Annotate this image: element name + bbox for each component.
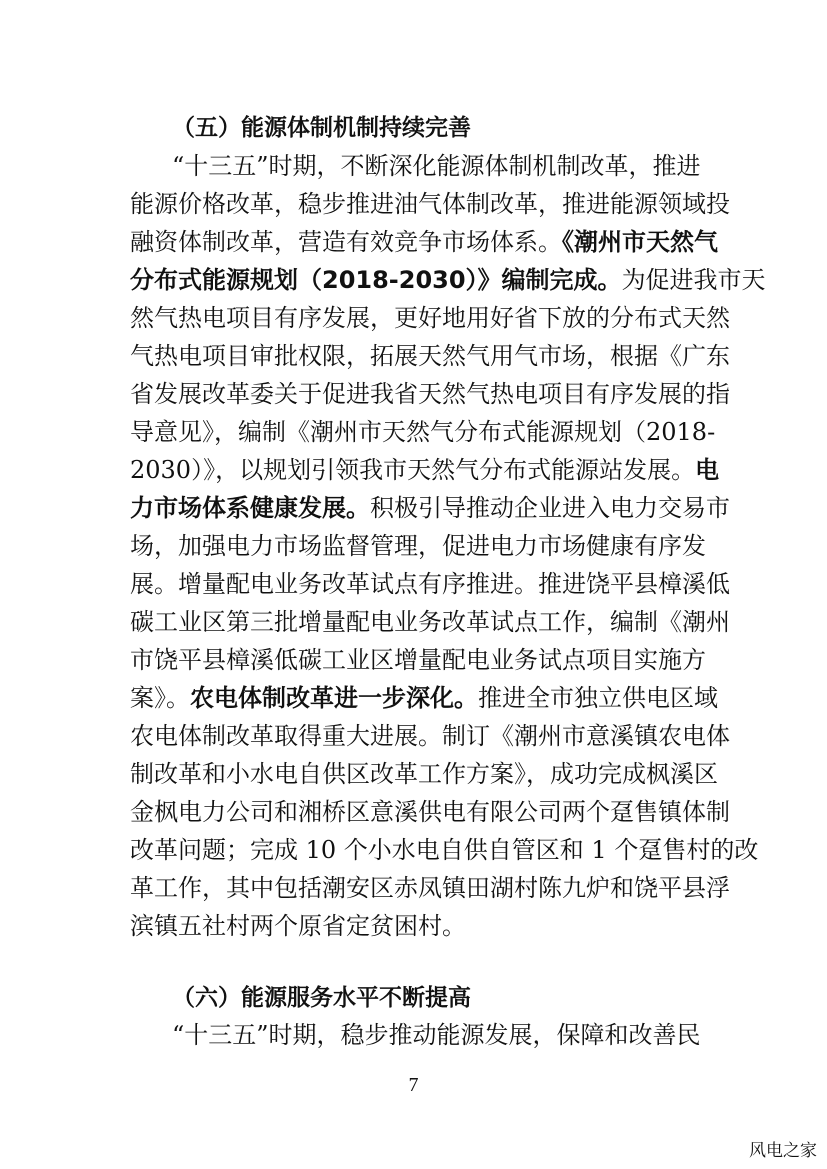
text-run: 革工作，其中包括潮安区赤凤镇田湖村陈九炉和饶平县浮 <box>130 874 730 902</box>
text-run: 气热电项目审批权限，拓展天然气用气市场，根据《广东 <box>130 342 730 370</box>
text-run: 制改革和小水电自供区改革工作方案》，成功完成枫溪区 <box>130 760 718 788</box>
body-line <box>130 794 730 830</box>
text-run: 能源价格改革，稳步推进油气体制改革，推进能源领域投 <box>130 190 730 218</box>
text-run: 场，加强电力市场监督管理，促进电力市场健康有序发 <box>130 532 706 560</box>
body-line <box>130 680 718 716</box>
body-line <box>130 452 720 488</box>
text-run: 积极引导推动企业进入电力交易市 <box>370 494 730 522</box>
text-run: “十三五”时期，不断深化能源体制机制改革，推进 <box>172 152 701 180</box>
text-run: “十三五”时期，稳步推动能源发展，保障和改善民 <box>172 1021 701 1049</box>
text-run: 展。增量配电业务改革试点有序推进。推进饶平县樟溪低 <box>130 570 730 598</box>
text-run: 融资体制改革，营造有效竞争市场体系。 <box>130 228 562 256</box>
body-line <box>130 756 718 792</box>
bold-phrase: 力市场体系健康发展。 <box>130 494 370 522</box>
body-line <box>130 376 730 412</box>
bold-phrase: 《潮州市天然气 <box>562 228 718 256</box>
bold-phrase: 分布式能源规划（2018-2030）》编制完成。 <box>130 266 622 294</box>
body-line <box>130 566 730 602</box>
body-line <box>130 490 730 526</box>
body-line <box>130 186 730 222</box>
body-line <box>130 300 730 336</box>
text-run: 农电体制改革取得重大进展。制订《潮州市意溪镇农电体 <box>130 722 730 750</box>
bold-phrase: 电 <box>695 456 720 484</box>
body-line <box>172 148 700 184</box>
body-line <box>130 604 730 640</box>
body-line <box>130 832 759 868</box>
text-run: 改革问题；完成 10 个小水电自供自管区和 1 个趸售村的改 <box>130 836 759 864</box>
body-line <box>130 414 716 450</box>
body-line <box>130 224 718 260</box>
body-line <box>130 642 706 678</box>
body-line <box>130 908 700 944</box>
body-line <box>172 1017 700 1053</box>
text-run: 为促进我市天 <box>621 266 766 294</box>
text-run: 案》。 <box>130 684 190 712</box>
text-run: 2030）》，以规划引领我市天然气分布式能源站发展。 <box>130 456 696 484</box>
bold-phrase: 农电体制改革进一步深化。 <box>190 684 478 712</box>
text-run: 然气热电项目有序发展，更好地用好省下放的分布式天然 <box>130 304 730 332</box>
body-line <box>130 718 730 754</box>
page-number: 7 <box>408 1074 419 1096</box>
body-line <box>130 338 730 374</box>
text-run: 滨镇五社村两个原省定贫困村。 <box>130 912 466 940</box>
text-run: 市饶平县樟溪低碳工业区增量配电业务试点项目实施方 <box>130 646 706 674</box>
watermark: 风电之家 <box>749 1141 817 1161</box>
section-6-heading: （六）能源服务水平不断提高 <box>172 985 471 1011</box>
body-line <box>130 262 766 298</box>
text-run: 金枫电力公司和湘桥区意溪供电有限公司两个趸售镇体制 <box>130 798 730 826</box>
text-run: 省发展改革委关于促进我省天然气热电项目有序发展的指 <box>130 380 730 408</box>
section-5-heading: （五）能源体制机制持续完善 <box>172 115 471 141</box>
text-run: 推进全市独立供电区域 <box>478 684 718 712</box>
body-line <box>130 528 706 564</box>
text-run: 碳工业区第三批增量配电业务改革试点工作，编制《潮州 <box>130 608 730 636</box>
body-line <box>130 870 730 906</box>
text-run: 导意见》，编制《潮州市天然气分布式能源规划（2018- <box>130 418 716 446</box>
